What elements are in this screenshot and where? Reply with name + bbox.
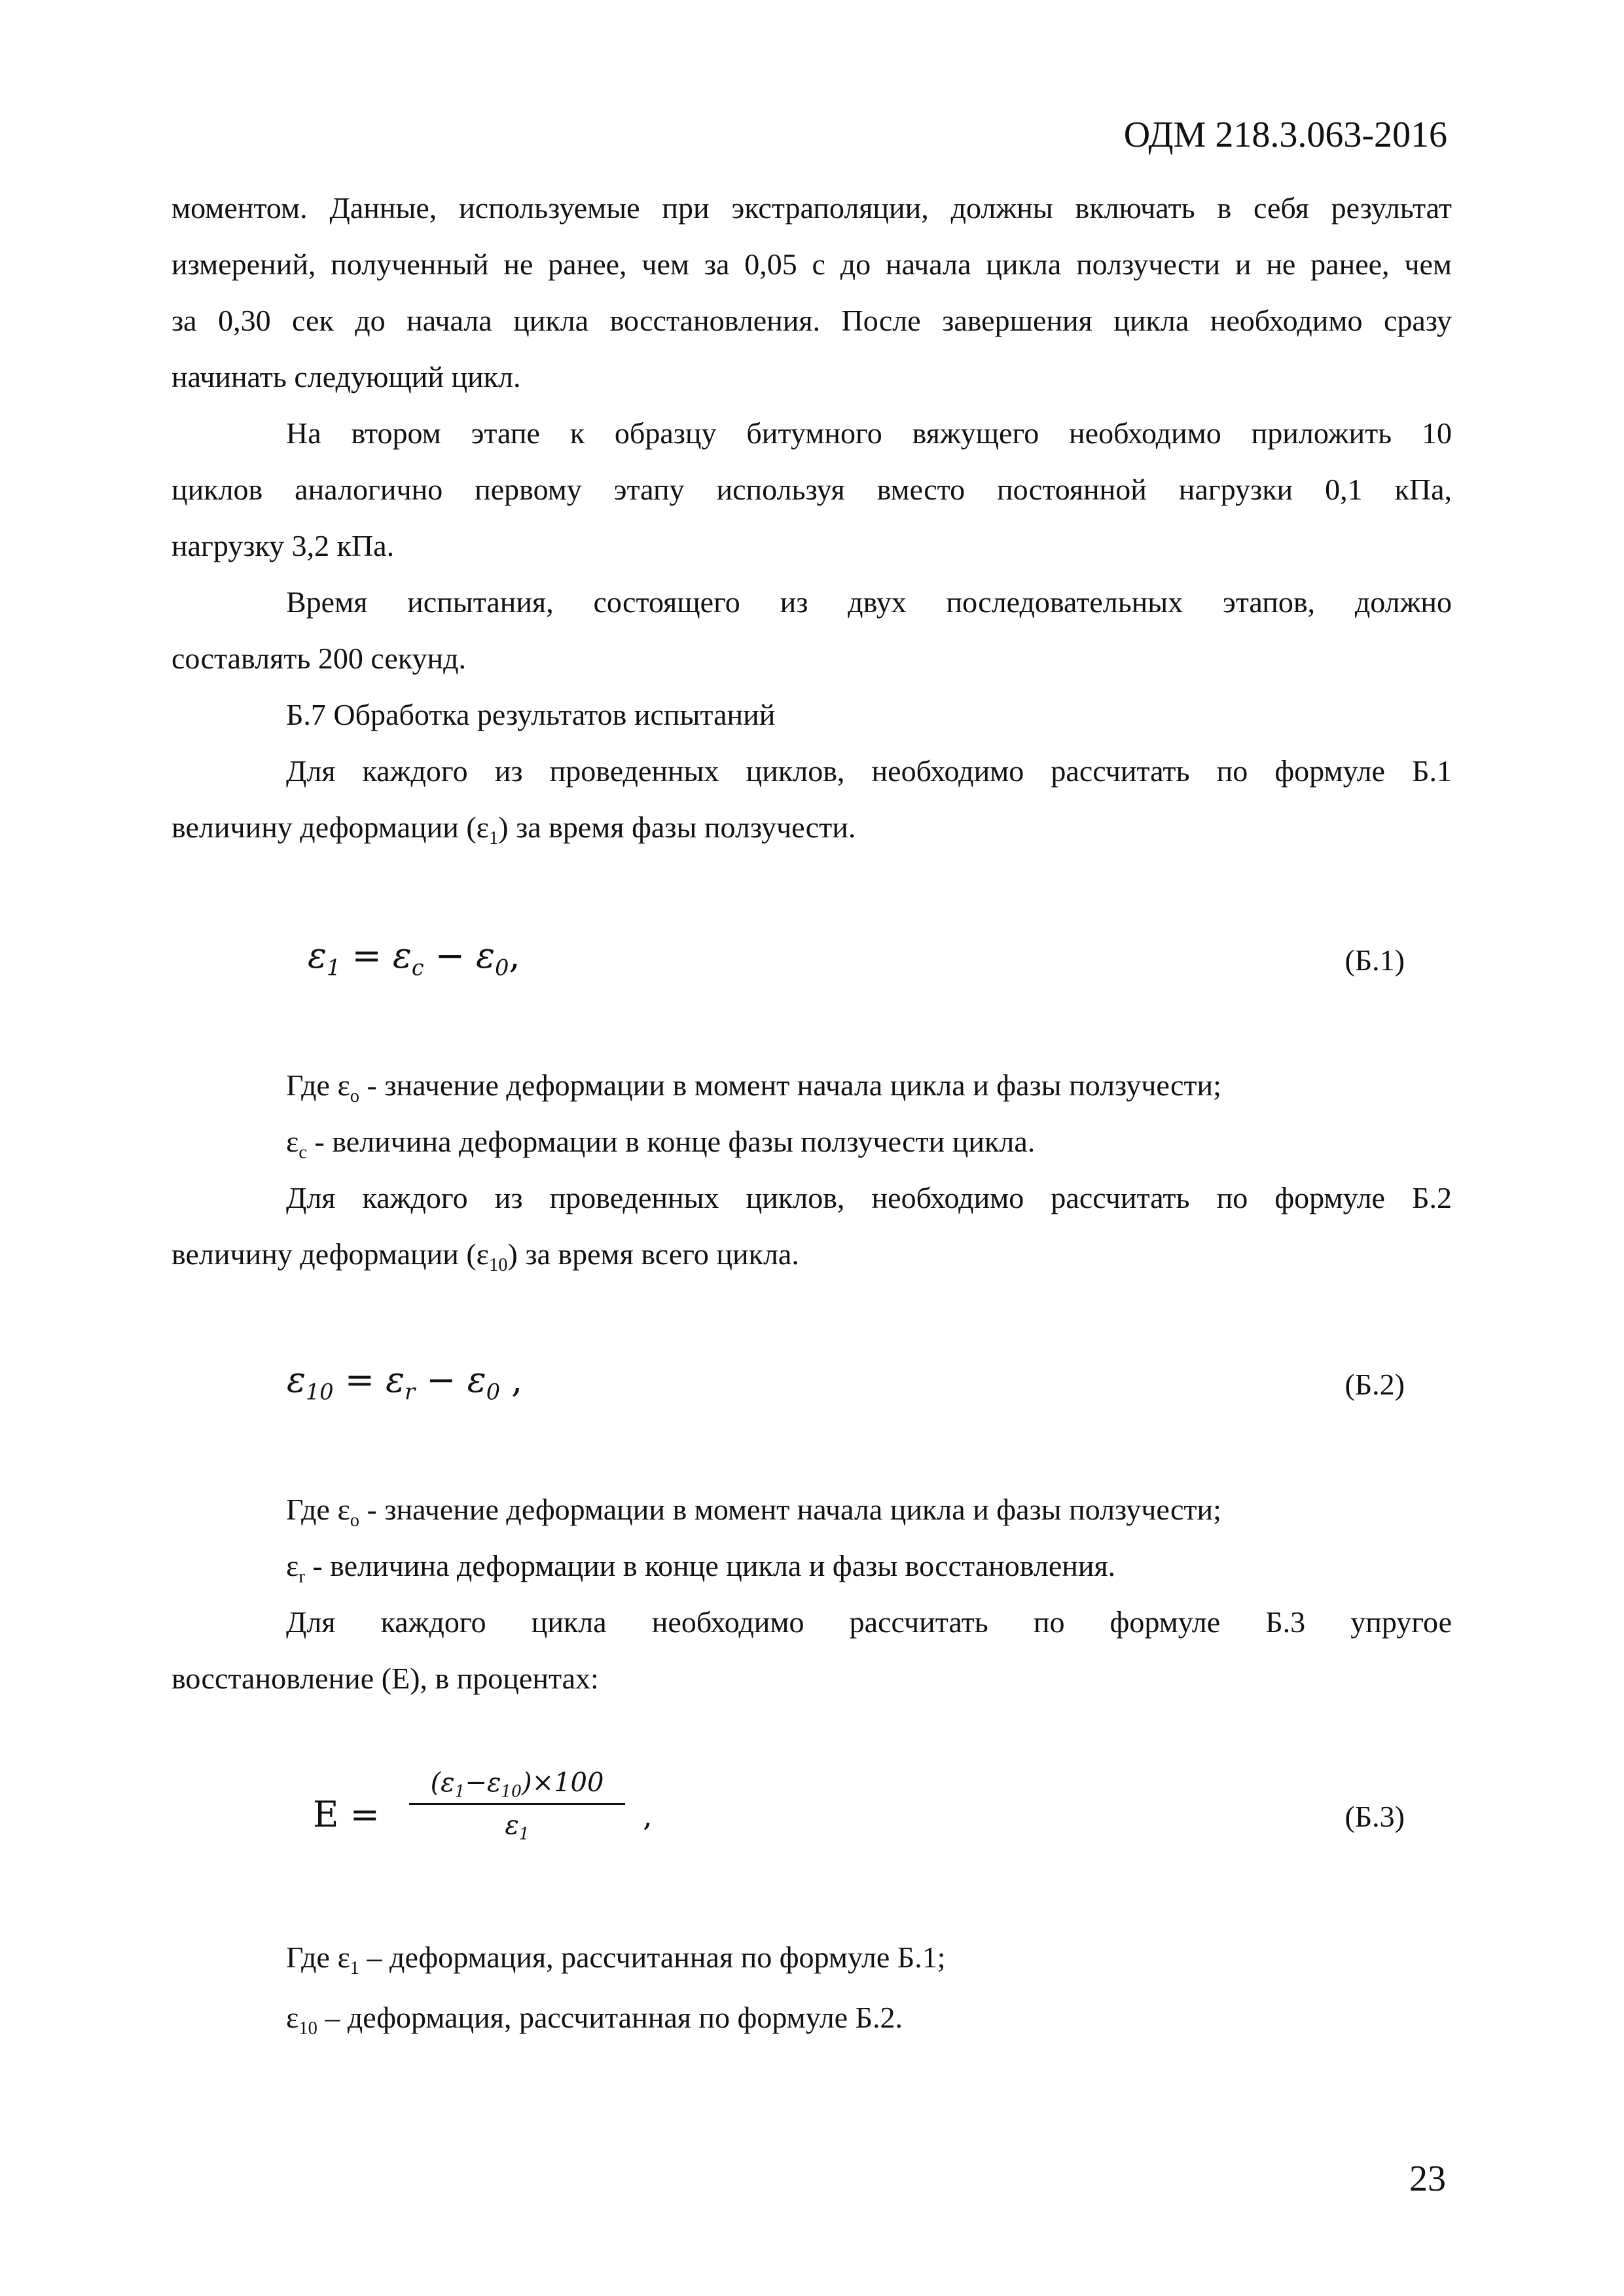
paragraph-line: за 0,30 сек до начала цикла восстановления. После завершения цикла необходимо сразу	[171, 304, 1452, 337]
document-code-header: ОДМ 218.3.063-2016	[1123, 115, 1447, 155]
formula-b3-fraction	[409, 1768, 625, 1844]
paragraph-line: восстановление (Е), в процентах:	[171, 1662, 599, 1695]
equation-number-b3: (Б.3)	[1344, 1800, 1405, 1833]
formula-b1: $\varepsilon_1 = \varepsilon_c - \varepsilon_0$,	[308, 935, 520, 981]
paragraph-line: Где $\varepsilon_о$ - значение деформации в момент начала цикла и фазы ползучести;	[286, 1068, 1221, 1106]
paragraph-line: Время испытания, состоящего из двух последовательных этапов, должно	[286, 585, 1452, 619]
fraction-denominator: $\varepsilon_1$	[505, 1810, 530, 1844]
paragraph-line: Для каждого из проведенных циклов, необходимо рассчитать по формуле Б.2	[286, 1181, 1452, 1214]
paragraph-line: $\varepsilon_{10}$ – деформация, рассчитанная по формуле Б.2.	[286, 2001, 903, 2039]
paragraph-line: На втором этапе к образцу битумного вяжущего необходимо приложить 10	[286, 416, 1452, 450]
section-title: Б.7 Обработка результатов испытаний	[286, 698, 776, 731]
paragraph-line: составлять 200 секунд.	[171, 642, 466, 675]
paragraph-line: величину деформации $(\varepsilon_{10})$ за время всего цикла.	[171, 1237, 799, 1275]
fraction-bar	[409, 1803, 625, 1805]
paragraph-line: Для каждого из проведенных циклов, необходимо рассчитать по формуле Б.1	[286, 754, 1452, 788]
paragraph-line: измерений, полученный не ранее, чем за 0,05 с до начала цикла ползучести и не ранее, чем	[171, 247, 1452, 281]
formula-b3-comma: ,	[643, 1798, 653, 1833]
fraction-numerator: $(\varepsilon_1-\varepsilon_{10})\times 100$	[430, 1768, 604, 1801]
equation-number-b2: (Б.2)	[1344, 1368, 1405, 1401]
paragraph-line: $\varepsilon_с$ - величина деформации в конце фазы ползучести цикла.	[286, 1125, 1036, 1163]
paragraph-line: Для каждого цикла необходимо рассчитать по формуле Б.3 упругое	[286, 1605, 1452, 1639]
paragraph-line: моментом. Данные, используемые при экстраполяции, должны включать в себя результат	[171, 191, 1452, 225]
paragraph-line: начинать следующий цикл.	[171, 360, 521, 393]
paragraph-line: нагрузку 3,2 кПа.	[171, 529, 395, 562]
formula-b3-lhs: E =	[313, 1794, 380, 1835]
page-number: 23	[1409, 2159, 1446, 2199]
paragraph-line: циклов аналогично первому этапу используя вместо постоянной нагрузки 0,1 кПа,	[171, 473, 1452, 506]
equation-number-b1: (Б.1)	[1344, 943, 1405, 977]
paragraph-line: величину деформации $(\varepsilon_1)$ за время фазы ползучести.	[171, 811, 856, 848]
paragraph-line: Где $\varepsilon_о$ - значение деформации в момент начала цикла и фазы ползучести;	[286, 1493, 1221, 1531]
paragraph-line: $\varepsilon_r$ - величина деформации в конце цикла и фазы восстановления.	[286, 1549, 1116, 1587]
paragraph-line: Где $\varepsilon_1$ – деформация, рассчитанная по формуле Б.1;	[286, 1941, 946, 1978]
formula-b2: $\varepsilon_{10} = \varepsilon_r - \varepsilon_0$ ,	[287, 1359, 523, 1405]
